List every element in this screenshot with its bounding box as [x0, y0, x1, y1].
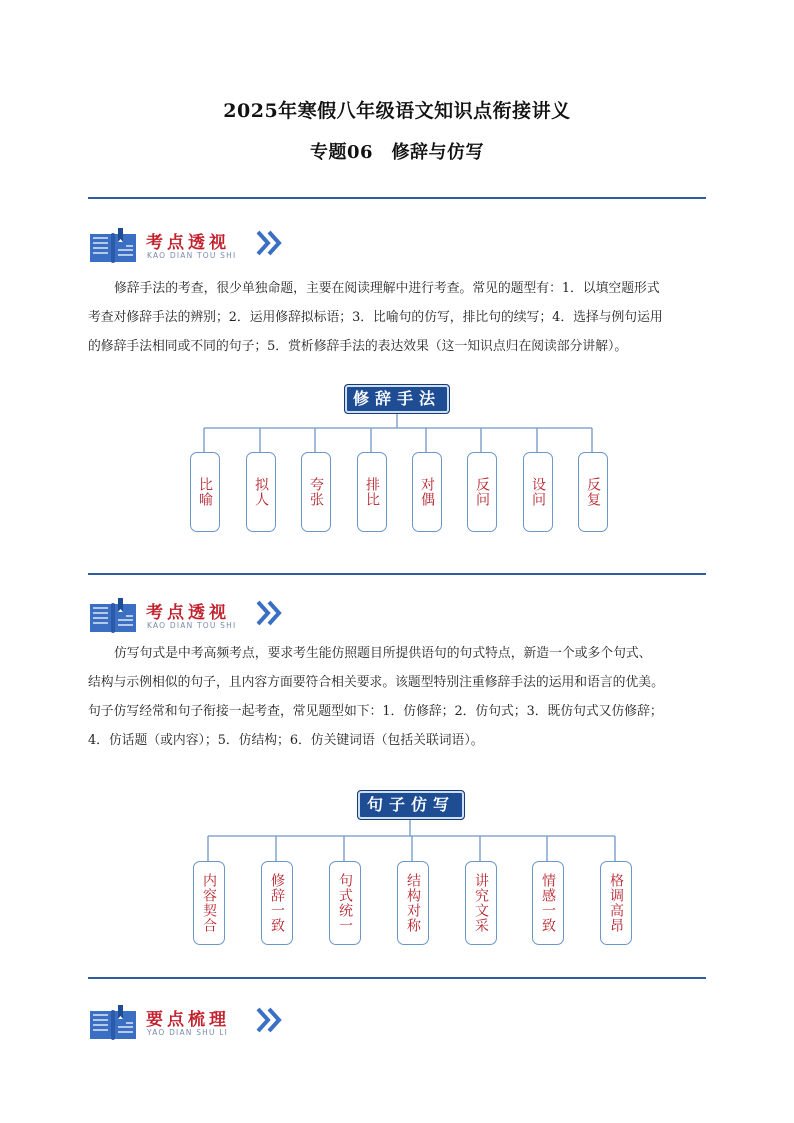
diagram-leaf: 反问 — [467, 452, 497, 532]
diagram-leaf: 比喻 — [190, 452, 220, 532]
double-chevron-icon — [256, 1007, 286, 1033]
page-title: 2025年寒假八年级语文知识点衔接讲义 — [223, 100, 571, 122]
page-subtitle: 专题06 修辞与仿写 — [309, 142, 485, 163]
paragraph-line: 仿写句式是中考高频考点，要求考生能仿照题目所提供语句的句式特点，新造一个或多个句式、 — [114, 646, 652, 661]
paragraph-line: 修辞手法的考查，很少单独命题，主要在阅读理解中进行考查。常见的题型有：1．以填空题形式 — [114, 281, 660, 296]
section-paragraph-1 — [88, 274, 710, 361]
diagram-leaf: 拟人 — [246, 452, 276, 532]
diagram-leaf: 修辞一致 — [261, 861, 293, 945]
book-icon — [88, 598, 138, 634]
book-icon — [88, 228, 138, 264]
divider-3 — [88, 977, 706, 979]
double-chevron-icon — [256, 600, 286, 626]
diagram-leaf: 内容契合 — [193, 861, 225, 945]
diagram-leaf: 对偶 — [412, 452, 442, 532]
paragraph-line: 结构与示例相似的句子，且内容方面要符合相关要求。该题型特别注重修辞手法的运用和语言的优美。 — [88, 675, 664, 690]
section-paragraph-2 — [88, 639, 710, 755]
divider-2 — [88, 573, 706, 575]
section-title: 要点梳理 — [146, 1010, 230, 1030]
double-chevron-icon — [256, 230, 286, 256]
diagram-root-imitation: 句子仿写 — [357, 790, 465, 820]
diagram-leaf: 讲究文采 — [465, 861, 497, 945]
diagram-leaf: 格调高昂 — [600, 861, 632, 945]
section-pinyin: YAO DIAN SHU LI — [147, 1028, 229, 1037]
diagram-leaf: 夸张 — [301, 452, 331, 532]
section-heading-2 — [88, 598, 348, 642]
section-pinyin: KAO DIAN TOU SHI — [147, 621, 237, 630]
divider-1 — [88, 197, 706, 199]
diagram-leaf: 反复 — [578, 452, 608, 532]
diagram-leaf: 情感一致 — [532, 861, 564, 945]
section-heading-3 — [88, 1005, 348, 1049]
paragraph-line: 句子仿写经常和句子衔接一起考查，常见题型如下：1．仿修辞；2．仿句式；3．既仿句式又仿修辞； — [88, 704, 663, 719]
section-title: 考点透视 — [146, 603, 230, 623]
diagram-leaf: 设问 — [523, 452, 553, 532]
diagram-leaf: 排比 — [357, 452, 387, 532]
diagram-leaf: 结构对称 — [397, 861, 429, 945]
diagram-root-rhetoric: 修辞手法 — [344, 384, 450, 414]
section-heading-1 — [88, 228, 348, 272]
section-title: 考点透视 — [146, 233, 230, 253]
diagram-leaf: 句式统一 — [329, 861, 361, 945]
section-pinyin: KAO DIAN TOU SHI — [147, 251, 237, 260]
paragraph-line: 的修辞手法相同或不同的句子；5．赏析修辞手法的表达效果（这一知识点归在阅读部分讲解）。 — [88, 339, 628, 354]
paragraph-line: 4．仿话题（或内容）；5．仿结构；6．仿关键词语（包括关联词语）。 — [88, 733, 484, 748]
book-icon — [88, 1005, 138, 1041]
paragraph-line: 考查对修辞手法的辨别；2．运用修辞拟标语；3．比喻句的仿写，排比句的续写；4．选择与例句运用 — [88, 310, 663, 325]
